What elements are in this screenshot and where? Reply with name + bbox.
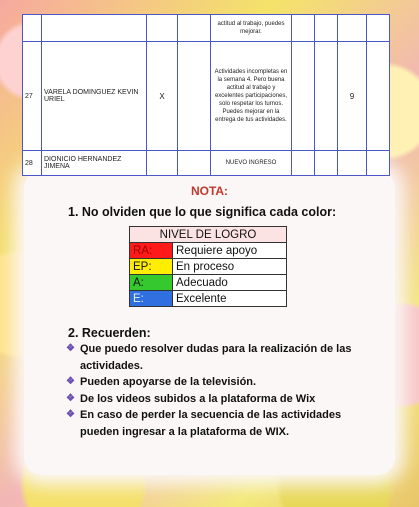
legend-row [130,243,287,259]
row-number [23,15,42,42]
empty-cell [178,42,211,151]
diamond-bullet-icon: ❖ [66,392,75,404]
legend-label: En proceso [173,259,287,275]
row-number: 27 [23,42,42,151]
legend-code-e: E: [130,291,173,307]
legend-header: NIVEL DE LOGRO [130,227,287,243]
empty-cell [315,15,338,42]
legend-label: Requiere apoyo [173,243,287,259]
empty-cell [292,42,315,151]
mark-cell [147,15,178,42]
observation-cell: Actividades incompletas en la semana 4. Pero buena actitud al trabajo y excelentes participaciones, solo respetar los turnos. Puedes mejorar en la entrega de tus actividades. [211,42,292,151]
diamond-bullet-icon: ❖ [66,409,75,420]
tip-text: De los videos subidos a la plataforma de Wix [80,392,316,405]
empty-cell [178,15,211,42]
score-cell [338,15,367,42]
list-item [66,374,366,391]
score-cell [338,151,367,176]
legend-label: Adecuado [173,275,287,291]
tip-text: Que puedo resolver dudas para la realización de las actividades. [80,343,352,372]
empty-cell [292,151,315,176]
empty-cell [292,15,315,42]
student-name: DIONICIO HERNANDEZ JIMENA [42,151,147,176]
tips-list [66,341,366,440]
empty-cell [315,42,338,151]
list-item [66,341,366,374]
list-item [66,391,366,408]
tip-text: Pueden apoyarse de la televisión. [80,376,257,388]
score-cell: 9 [338,42,367,151]
empty-cell [367,151,390,176]
legend-code-ep: EP: [130,259,173,275]
diamond-bullet-icon: ❖ [66,376,75,387]
diamond-bullet-icon: ❖ [66,343,75,354]
legend-code-ra: RA: [130,243,173,259]
row-number: 28 [23,151,42,176]
point-2-text: 2. Recuerden: [68,326,151,340]
empty-cell [367,42,390,151]
legend-row [130,275,287,291]
grades-table [22,14,390,176]
mark-cell [147,151,178,176]
mark-cell: X [147,42,178,151]
legend-row [130,259,287,275]
list-item [66,407,366,440]
student-name [42,15,147,42]
nota-title: NOTA: [190,184,229,198]
empty-cell [178,151,211,176]
table-row [23,42,390,151]
legend-code-a: A: [130,275,173,291]
point-1-text: 1. No olviden que lo que significa cada color: [68,205,337,219]
table-row [23,15,390,42]
tip-text: En caso de perder la secuencia de las actividades pueden ingresar a la plataforma de WIX. [80,409,342,438]
observation-cell: NUEVO INGRESO [211,151,292,176]
achievement-level-legend [129,226,287,307]
table-row [23,151,390,176]
empty-cell [315,151,338,176]
legend-row [130,291,287,307]
student-name: VARELA DOMINGUEZ KEVIN URIEL [42,42,147,151]
legend-label: Excelente [173,291,287,307]
observation-cell: actitud al trabajo, puedes mejorar. [211,15,292,42]
empty-cell [367,15,390,42]
